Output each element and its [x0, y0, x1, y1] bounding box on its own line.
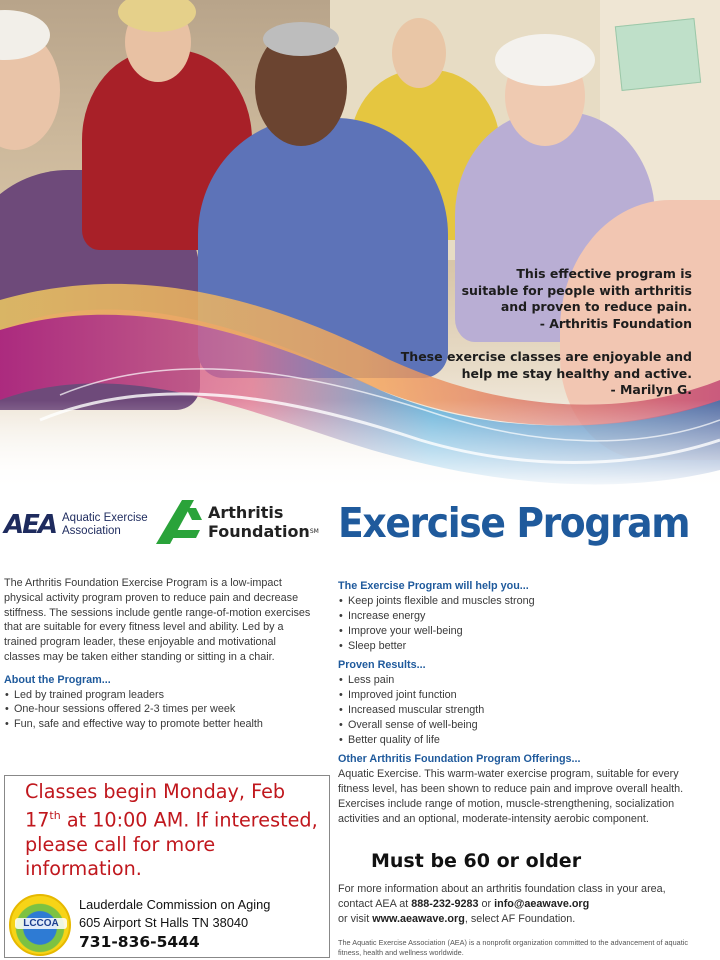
list-item: • Fun, safe and effective way to promote better health [4, 717, 314, 732]
org-address: 605 Airport St Halls TN 38040 [79, 914, 249, 930]
website-link[interactable]: www.aeawave.org [372, 913, 465, 925]
contact-info: For more information about an arthritis foundation class in your area, contact AEA at 888-232-9283 or info@aeawave.org or visit www.aeawave.org, select AF Foundation. [338, 883, 666, 925]
lccoa-logo [9, 894, 71, 956]
class-announcement-box [4, 775, 330, 958]
age-requirement: Must be 60 or older [371, 850, 582, 872]
left-column [4, 576, 314, 732]
list-item: • Overall sense of well-being [338, 718, 690, 733]
intro-paragraph: The Arthritis Foundation Exercise Program is a low-impact physical activity program proven to reduce pain and decrease stiffness. The sessions include gentle range-of-motion exercises that are suitable for every fitness level and ability. Led by a trained program leader, these enjoyable and motivational classes may be taken either standing or sitting in a chair. [4, 577, 311, 663]
arthritis-foundation-logo [156, 500, 319, 544]
org-name: Lauderdale Commission on Aging [79, 897, 271, 912]
list-item: • Improved joint function [338, 688, 690, 703]
results-list [338, 673, 690, 748]
list-item: • Keep joints flexible and muscles strong [338, 594, 690, 609]
footer-note: The Aquatic Exercise Association (AEA) is a nonprofit organization committed to the advancement of aquatic fitness, health and wellness worldwide. [338, 938, 689, 957]
offerings-heading: Other Arthritis Foundation Program Offerings... [338, 753, 581, 765]
list-item: • One-hour sessions offered 2-3 times per week [4, 702, 314, 717]
list-item: • Increased muscular strength [338, 703, 690, 718]
helps-list [338, 594, 690, 654]
lccoa-logo-label: LCCOA [15, 918, 67, 929]
page-title: Exercise Program [338, 499, 690, 547]
aea-logo [4, 505, 148, 545]
list-item: • Less pain [338, 673, 690, 688]
arthritis-foundation-mark-icon [156, 500, 202, 544]
about-list [4, 688, 314, 732]
quote-arthritis-foundation: This effective program is suitable for people with arthritis and proven to reduce pain. - Arthritis Foundation [461, 266, 692, 331]
list-item: • Improve your well-being [338, 624, 690, 639]
testimonial-quotes [362, 266, 692, 416]
helps-heading: The Exercise Program will help you... [338, 580, 529, 592]
class-announcement-text: Classes begin Monday, Feb 17th at 10:00 AM. If interested, please call for more information. [25, 780, 318, 881]
list-item: • Led by trained program leaders [4, 688, 314, 703]
list-item: • Sleep better [338, 639, 690, 654]
aea-logo-text: Aquatic Exercise Association [62, 512, 148, 537]
organization-info [79, 896, 270, 952]
results-heading: Proven Results... [338, 659, 426, 671]
about-heading: About the Program... [4, 673, 111, 686]
contact-email-link[interactable]: info@aeawave.org [494, 898, 590, 910]
list-item: • Better quality of life [338, 733, 690, 748]
aea-logo-mark: AEA [4, 510, 57, 540]
quote-marilyn: These exercise classes are enjoyable and help me stay healthy and active. - Marilyn G. [400, 349, 692, 397]
list-item: • Increase energy [338, 609, 690, 624]
right-column [338, 579, 690, 827]
offerings-paragraph: Aquatic Exercise. This warm-water exercise program, suitable for every fitness level, has been shown to reduce pain and improve overall health. Exercises include range of motion, muscle-strengthening, socialization activities and an optional, moderate-intensity aerobic component. [338, 768, 684, 825]
arthritis-foundation-name: Arthritis Foundation℠ [208, 503, 319, 541]
contact-phone: 888-232-9283 [411, 898, 479, 910]
org-phone: 731-836-5444 [79, 933, 200, 952]
